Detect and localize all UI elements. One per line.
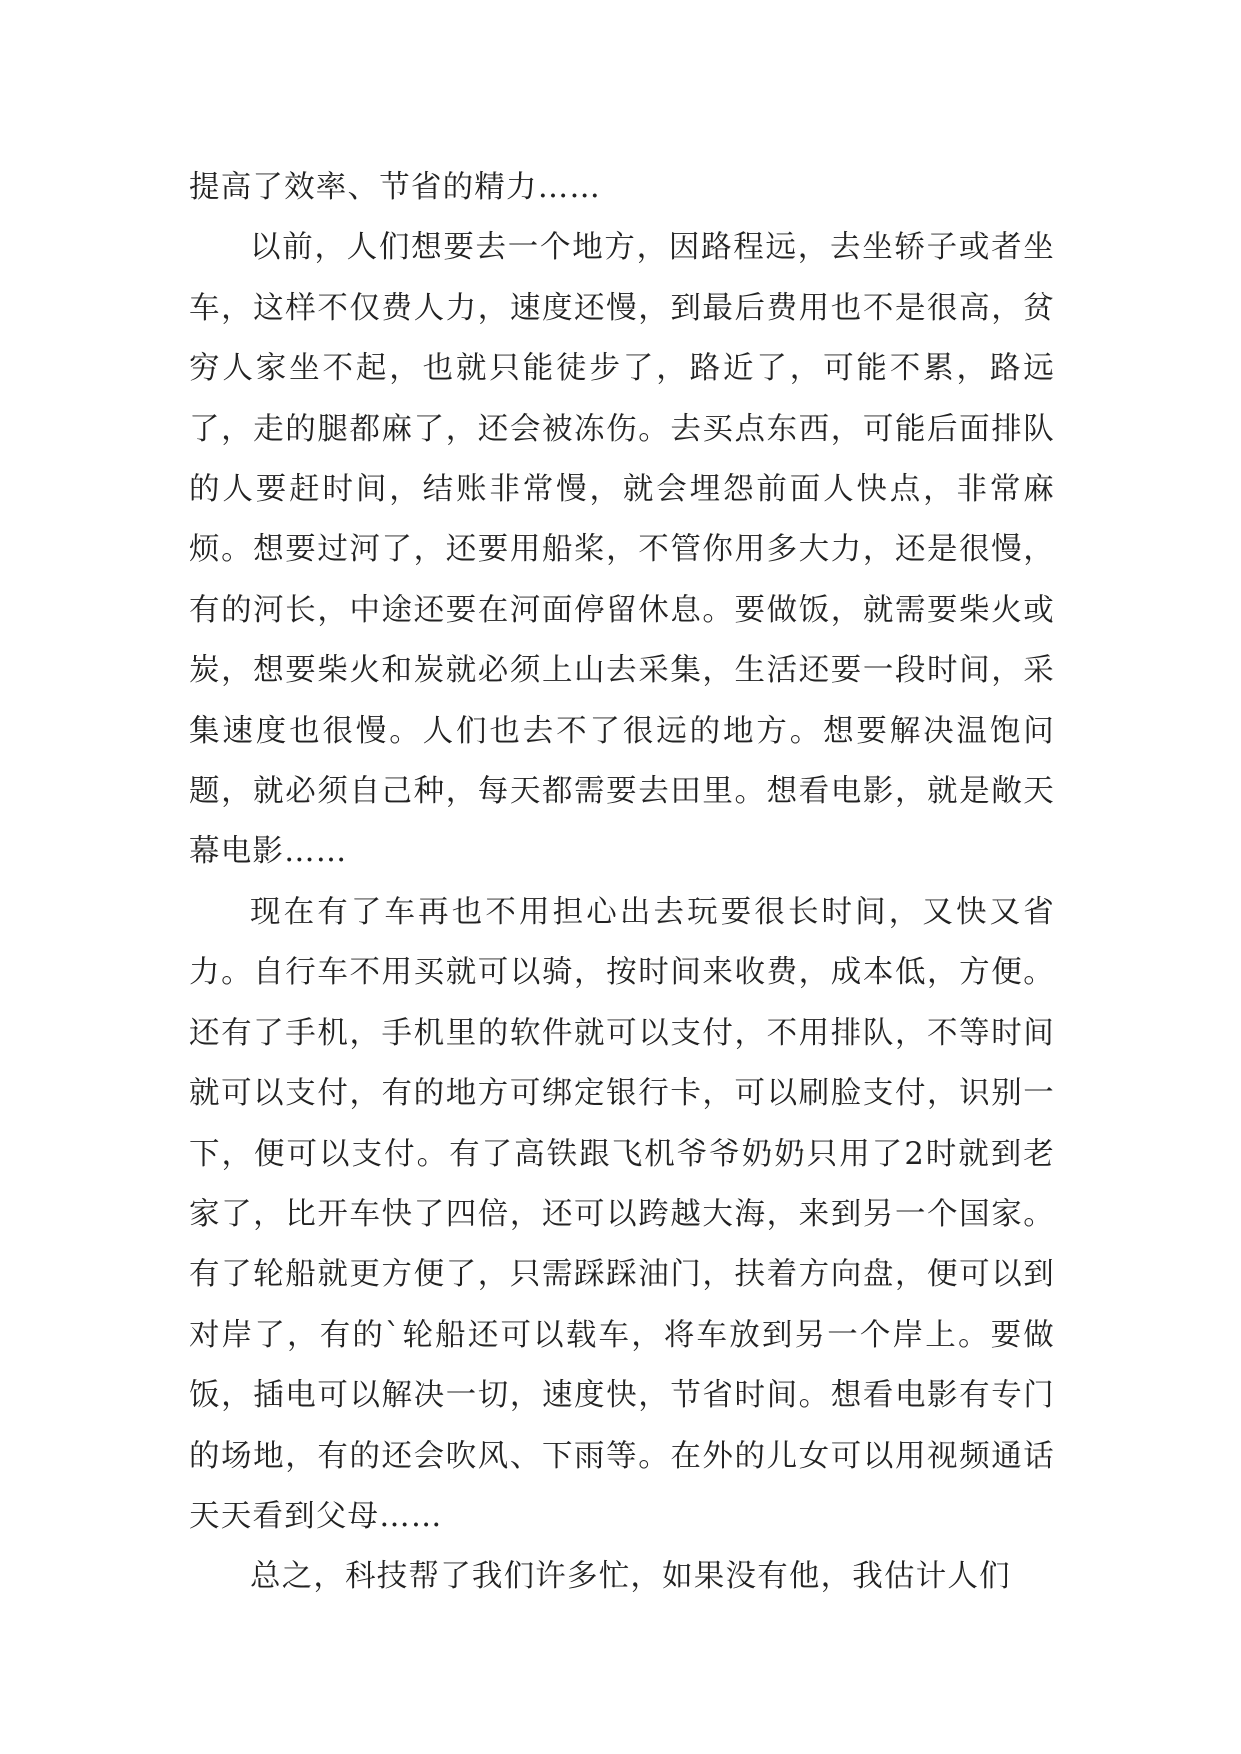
paragraph-4: 总之，科技帮了我们许多忙，如果没有他，我估计人们 [250, 1559, 1011, 1595]
body-text [189, 158, 1055, 1608]
paragraph-3: 现在有了车再也不用担心出去玩要很长时间，又快又省力。自行车不用买就可以骑，按时间来收费，成本低，方便。还有了手机，手机里的软件就可以支付，不用排队，不等时间就可以支付，有的地方可绑定银行卡，可以刷脸支付，识别一下，便可以支付。有了高铁跟飞机爷爷奶奶只用了2时就到老家了，比开车快了四倍，还可以跨越大海，来到另一个国家。有了轮船就更方便了，只需踩踩油门，扶着方向盘，便可以到对岸了，有的`轮船还可以载车，将车放到另一个岸上。要做饭，插电可以解决一切，速度快，节省时间。想看电影有专门的场地，有的还会吹风、下雨等。在外的儿女可以用视频通话天天看到父母…… [189, 894, 1055, 1534]
paragraph-1: 提高了效率、节省的精力…… [189, 170, 602, 205]
paragraph-2: 以前，人们想要去一个地方，因路程远，去坐轿子或者坐车，这样不仅费人力，速度还慢，到最后费用也不是很高，贫穷人家坐不起，也就只能徒步了，路近了，可能不累，路远了，走的腿都麻了，还会被冻伤。去买点东西，可能后面排队的人要赶时间，结账非常慢，就会埋怨前面人快点，非常麻烦。想要过河了，还要用船桨，不管你用多大力，还是很慢，有的河长，中途还要在河面停留休息。要做饭，就需要柴火或炭，想要柴火和炭就必须上山去采集，生活还要一段时间，采集速度也很慢。人们也去不了很远的地方。想要解决温饱问题，就必须自己种，每天都需要去田里。想看电影，就是敞天幕电影…… [189, 230, 1055, 870]
